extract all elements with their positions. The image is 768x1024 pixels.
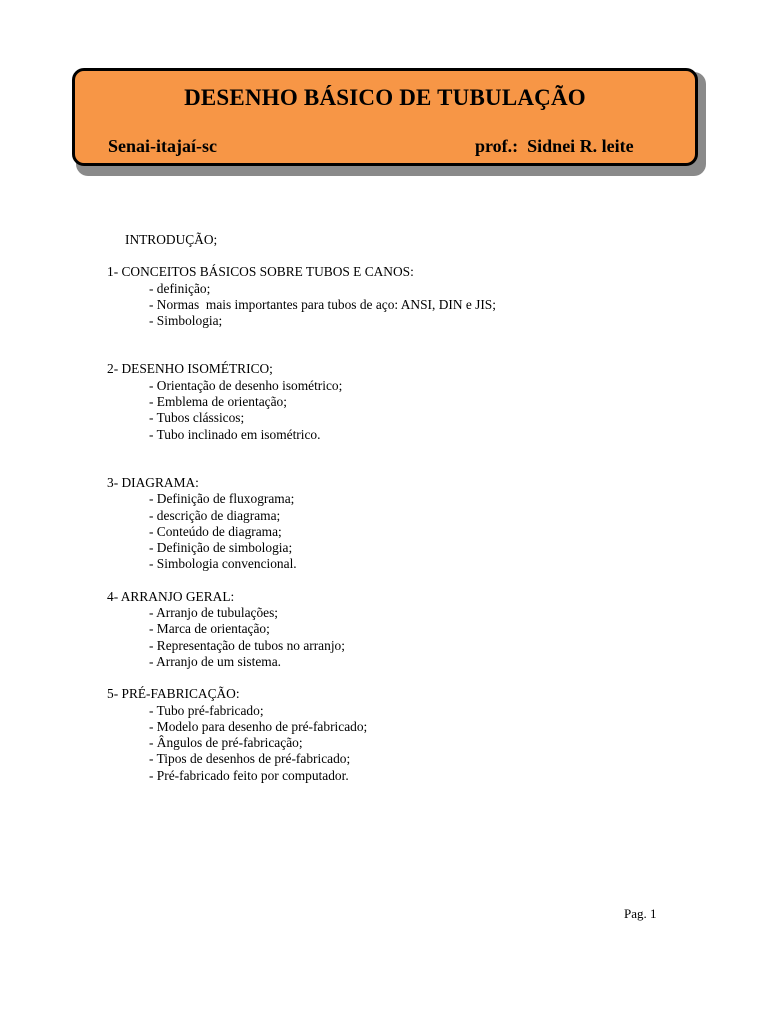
list-item: - Tubos clássicos; [149,410,245,426]
list-item: - Emblema de orientação; [149,394,287,410]
list-item: - Tubo pré-fabricado; [149,702,264,718]
list-item: - descrição de diagrama; [149,507,281,523]
section-4 [107,589,667,670]
list-item: - Normas mais importantes para tubos de aço: ANSI, DIN e JIS; [149,296,496,312]
section-title: 1- CONCEITOS BÁSICOS SOBRE TUBOS E CANOS: [107,264,414,280]
list-item: - Ângulos de pré-fabricação; [149,735,303,751]
list-item: - Simbologia; [149,313,223,329]
document-title: DESENHO BÁSICO DE TUBULAÇÃO [184,85,586,110]
institution-label: Senai-itajaí-sc [108,136,217,156]
list-item: - Definição de simbologia; [149,540,293,556]
section-title: 2- DESENHO ISOMÉTRICO; [107,361,273,377]
list-item: - Conteúdo de diagrama; [149,523,282,539]
header-box [72,68,698,166]
list-item: - Orientação de desenho isométrico; [149,377,343,393]
intro-heading: INTRODUÇÃO; [125,232,218,247]
list-item: - Representação de tubos no arranjo; [149,637,345,653]
section-3 [107,475,667,573]
list-item: - Simbologia convencional. [149,556,297,572]
list-item: - Arranjo de um sistema. [149,653,282,669]
list-item: - definição; [149,280,211,296]
section-title: 4- ARRANJO GERAL: [107,588,235,604]
section-5 [107,686,667,784]
section-title: 3- DIAGRAMA: [107,474,199,490]
list-item: - Arranjo de tubulações; [149,605,279,621]
section-1 [107,264,667,329]
list-item: - Tubo inclinado em isométrico. [149,426,321,442]
section-2 [107,361,667,442]
list-item: - Pré-fabricado feito por computador. [149,767,349,783]
professor-label: prof.: Sidnei R. leite [475,136,634,156]
section-title: 5- PRÉ-FABRICAÇÃO: [107,686,240,702]
list-item: - Marca de orientação; [149,621,270,637]
list-item: - Tipos de desenhos de pré-fabricado; [149,751,351,767]
table-of-contents [107,232,667,784]
list-item: - Definição de fluxograma; [149,491,295,507]
list-item: - Modelo para desenho de pré-fabricado; [149,718,368,734]
page-number: Pag. 1 [624,906,657,921]
